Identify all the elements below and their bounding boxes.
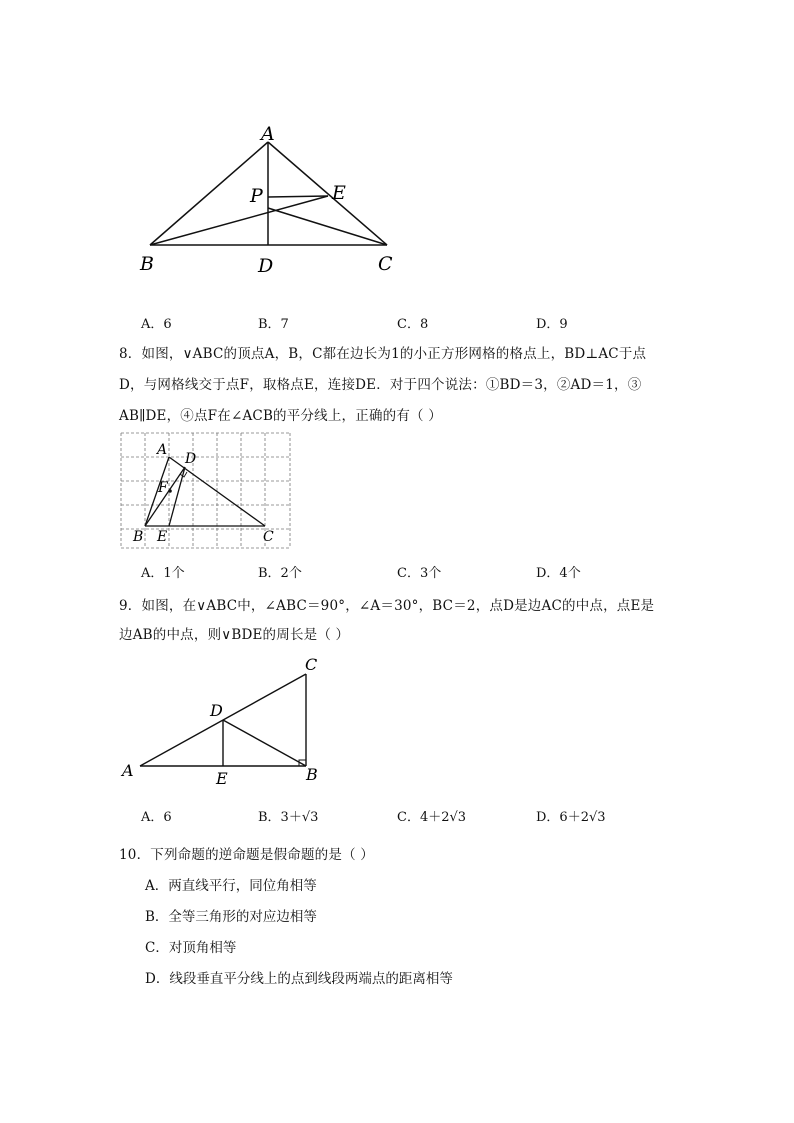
fig9-label-c: C [305,655,318,674]
q10-option-a: A．两直线平行，同位角相等 [145,878,317,894]
q9-option-b: B．3＋√3 [258,810,319,825]
q10-stem: 10．下列命题的逆命题是假命题的是（ ） [119,847,374,863]
q8-option-a: A．1个 [141,566,185,581]
q8-stem-line-1: 8．如图，∨ABC的顶点A，B，C都在边长为1的小正方形网格的格点上，BD⊥AC于点 [119,346,647,362]
fig7-label-p: P [250,185,263,207]
q8-stem-line-2: D，与网格线交于点F，取格点E，连接DE．对于四个说法：①BD＝3，②AD＝1，③ [119,377,642,393]
fig7-label-a: A [261,123,275,145]
q7-option-d: D．9 [536,317,568,332]
q10-option-d: D．线段垂直平分线上的点到线段两端点的距离相等 [145,971,453,987]
fig8-label-c: C [263,529,274,545]
fig8-label-b: B [133,529,144,545]
fig7-label-d: D [258,255,274,277]
q9-option-c: C．4＋2√3 [397,810,467,825]
q8-stem-line-3: AB∥DE，④点F在∠ACB的平分线上，正确的有（ ） [119,408,442,424]
fig7-label-b: B [140,253,154,275]
fig9-label-e: E [216,769,228,788]
fig9-label-b: B [306,765,318,784]
fig8-label-f: F [158,480,168,496]
figure-q7-triangle [130,120,410,280]
q9-stem-line-1: 9．如图，在∨ABC中，∠ABC＝90°，∠A＝30°，BC＝2，点D是边AC的中点，点E是 [119,598,655,614]
figure-q9-triangle [116,650,328,790]
q8-option-c: C．3个 [397,566,442,581]
fig8-label-a: A [157,442,168,458]
fig8-label-e: E [157,529,168,545]
q7-option-b: B．7 [258,317,289,332]
fig7-label-c: C [378,253,393,275]
q10-option-b: B．全等三角形的对应边相等 [145,909,317,925]
q9-option-d: D．6＋2√3 [536,810,606,825]
q9-stem-line-2: 边AB的中点，则∨BDE的周长是（ ） [119,627,350,643]
q9-option-a: A．6 [141,810,172,825]
q10-option-c: C．对顶角相等 [145,940,237,956]
q8-option-d: D．4个 [536,566,581,581]
figure-q8-grid [118,430,294,552]
fig9-label-d: D [210,701,223,720]
fig8-label-d: D [185,451,197,467]
fig7-label-e: E [332,182,346,204]
q7-option-c: C．8 [397,317,429,332]
q7-option-a: A．6 [141,317,172,332]
q8-option-b: B．2个 [258,566,302,581]
fig9-label-a: A [122,761,134,780]
